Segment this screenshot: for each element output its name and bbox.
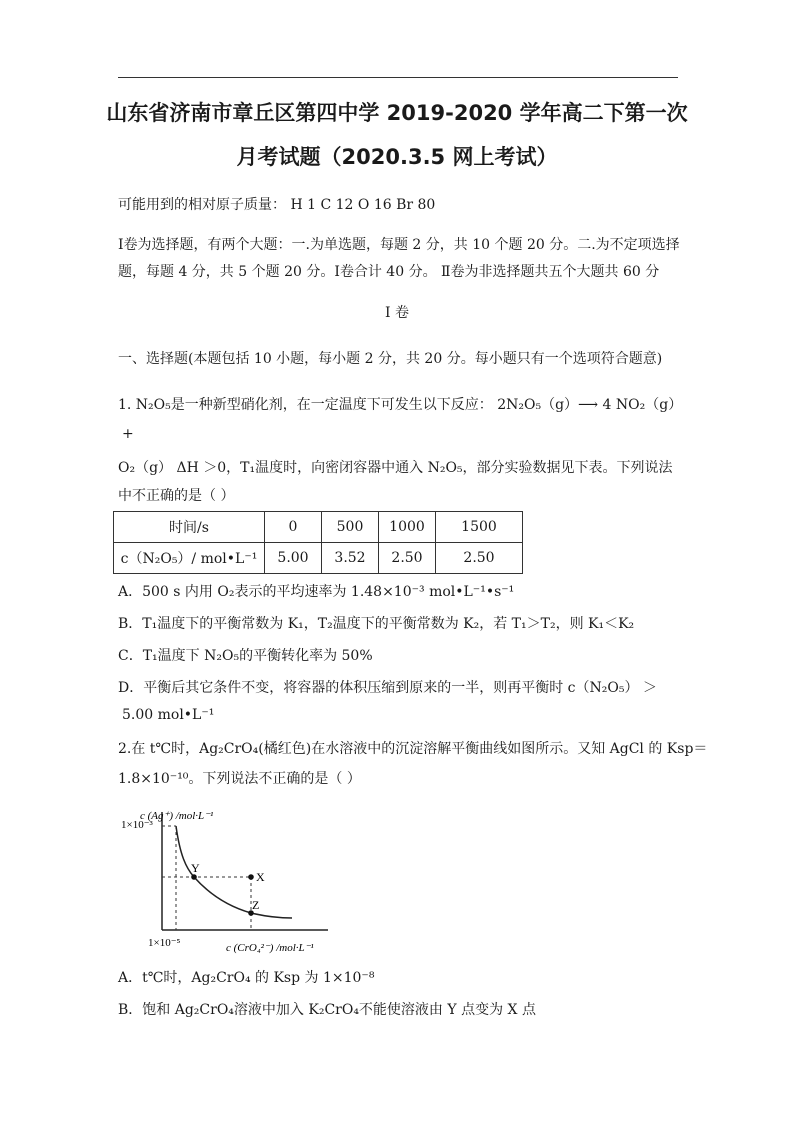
q2-stem-line-2: 1.8×10⁻¹⁰。下列说法不正确的是（ ） (118, 771, 361, 787)
point-x (248, 874, 254, 880)
q1-stem-plus: + (122, 426, 134, 442)
y-tick-label: 1×10⁻³ (121, 819, 153, 831)
q2-option-a: A．t℃时，Ag₂CrO₄ 的 Ksp 为 1×10⁻⁸ (118, 970, 375, 986)
q1-option-b: B．T₁温度下的平衡常数为 K₁，T₂温度下的平衡常数为 K₂，若 T₁＞T₂，则 K₁＜K₂ (118, 616, 635, 632)
table-cell: 1500 (436, 512, 523, 543)
q2-option-b: B．饱和 Ag₂CrO₄溶液中加入 K₂CrO₄不能使溶液由 Y 点变为 X 点 (118, 1002, 536, 1018)
table-cell: 5.00 (265, 543, 322, 574)
section-title: Ⅰ 卷 (385, 305, 409, 321)
q1-option-c: C．T₁温度下 N₂O₅的平衡转化率为 50% (118, 648, 373, 664)
page-title-line-1: 山东省济南市章丘区第四中学 2019-2020 学年高二下第一次 (106, 101, 688, 125)
q1-stem-line-3: 中不正确的是（ ） (118, 488, 235, 504)
table-header-time: 时间/s (114, 512, 265, 543)
table-row (114, 543, 523, 574)
point-label: X (256, 870, 265, 884)
x-axis-label: c (CrO₄²⁻) /mol·L⁻¹ (226, 942, 314, 954)
q1-option-d-line-1: D．平衡后其它条件不变，将容器的体积压缩到原来的一半，则再平衡时 c（N₂O₅） ＞ (118, 680, 657, 696)
q1-data-table (113, 511, 523, 574)
point-label: Y (191, 861, 200, 875)
table-row (114, 512, 523, 543)
q1-stem-line-2: O₂（g） ΔH ＞0，T₁温度时，向密闭容器中通入 N₂O₅，部分实验数据见下表。下列说法 (118, 460, 673, 476)
part-heading: 一、选择题(本题包括 10 小题，每小题 2 分，共 20 分。每小题只有一个选项符合题意) (118, 351, 663, 367)
table-cell: 2.50 (436, 543, 523, 574)
point-y (191, 874, 197, 880)
table-cell: 500 (322, 512, 379, 543)
x-tick-label: 1×10⁻⁵ (148, 937, 181, 949)
q1-option-d-line-2: 5.00 mol•L⁻¹ (122, 707, 215, 723)
header-rule (118, 77, 678, 78)
table-cell: 0 (265, 512, 322, 543)
atomic-masses: 可能用到的相对原子质量： H 1 C 12 O 16 Br 80 (118, 197, 436, 213)
table-header-concentration: c（N₂O₅）/ mol•L⁻¹ (114, 543, 265, 574)
q1-option-a: A．500 s 内用 O₂表示的平均速率为 1.48×10⁻³ mol•L⁻¹•s⁻¹ (118, 584, 515, 600)
q2-stem-line-1: 2.在 t℃时，Ag₂CrO₄(橘红色)在水溶液中的沉淀溶解平衡曲线如图所示。又知 AgCl 的 Ksp＝ (118, 741, 708, 757)
table-cell: 2.50 (379, 543, 436, 574)
table-cell: 3.52 (322, 543, 379, 574)
y-axis-label: c (Ag⁺) /mol·L⁻¹ (140, 810, 214, 822)
table-cell: 1000 (379, 512, 436, 543)
q2-solubility-chart (118, 810, 338, 955)
point-label: Z (252, 898, 260, 912)
instructions-line-2: 题，每题 4 分，共 5 个题 20 分。Ⅰ卷合计 40 分。 Ⅱ卷为非选择题共五个大题共 60 分 (118, 264, 660, 280)
instructions-line-1: Ⅰ卷为选择题，有两个大题：一.为单选题，每题 2 分，共 10 个题 20 分。二.为不定项选择 (118, 237, 680, 253)
q1-stem-line-1: 1. N₂O₅是一种新型硝化剂，在一定温度下可发生以下反应： 2N₂O₅（g）⟶ 4 NO₂（g） (118, 397, 683, 413)
page-title-line-2: 月考试题（2020.3.5 网上考试） (236, 145, 558, 169)
